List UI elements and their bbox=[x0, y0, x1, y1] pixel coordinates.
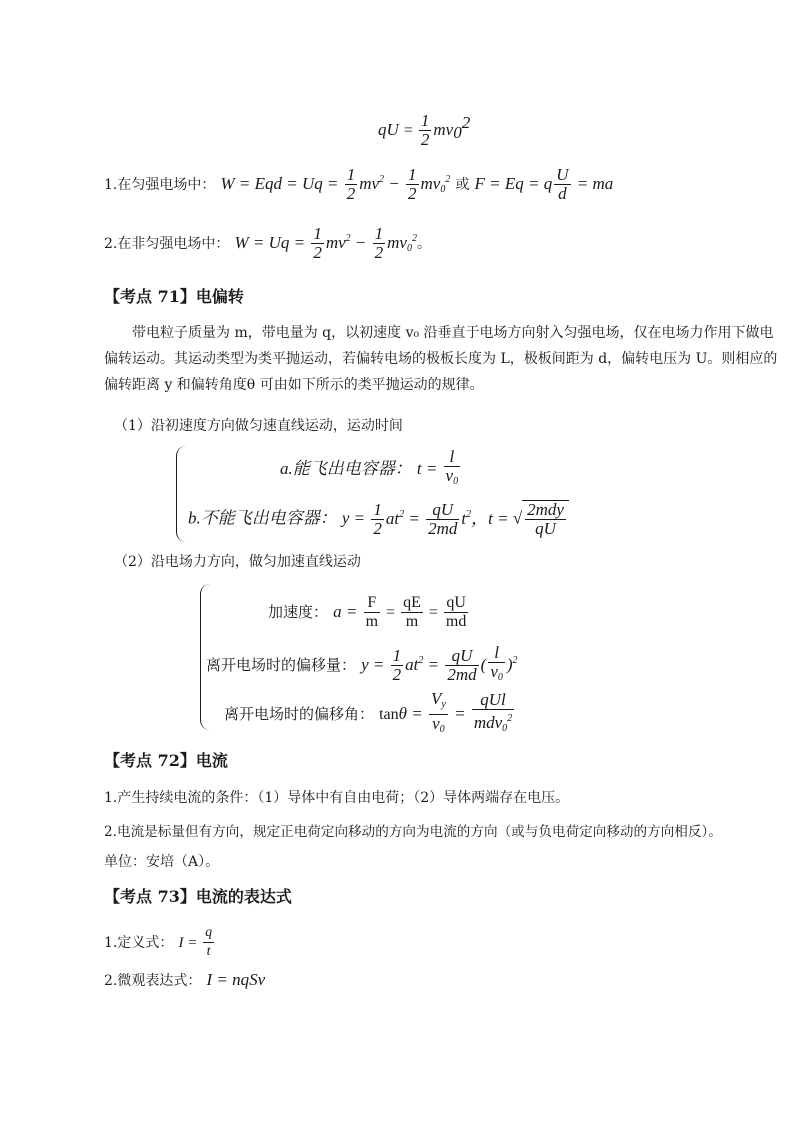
micro-line bbox=[104, 970, 265, 991]
section-73-title: 【考点 73】电流的表达式 bbox=[104, 887, 292, 906]
micro-formula: I = nqSv bbox=[206, 970, 266, 989]
top-formula-lhs: qU bbox=[378, 120, 399, 139]
or-text: 或 bbox=[455, 177, 470, 193]
offset-label: 离开电场时的偏移量： bbox=[206, 656, 357, 674]
section-71-sub1: （1）沿初速度方向做匀速直线运动，运动时间 bbox=[114, 418, 403, 434]
brace-1 bbox=[176, 446, 187, 542]
section-72-unit: 单位：安培（A）。 bbox=[104, 854, 220, 870]
accel-label: 加速度： bbox=[268, 603, 329, 621]
acceleration-line: 加速度： a = $\frac{F}{m}$ = $\frac{qE}{m}$ = $\frac{qU}{md}$ bbox=[268, 594, 467, 630]
offset-line: 离开电场时的偏移量： y = $\frac{1}{2}$ $at^2$ = $\frac{qU}{2md}$ ( $\frac{l}{v_0}$ )$^2$ bbox=[206, 643, 518, 684]
case-b-label: b.不能飞出电容器： bbox=[188, 508, 337, 528]
section-71-paragraph: 带电粒子质量为 m，带电量为 q，以初速度 v₀ 沿垂直于电场方向射入匀强电场，仅在电场力作用下做电偏转运动。其运动类型为类平抛运动，若偏转电场的极板长度为 L，极板间距为 d，偏转电压为 U。则相应的偏转距离 y 和偏转角度θ 可由如下所示的类平抛运动的规律。 bbox=[104, 325, 778, 393]
section-72-title: 【考点 72】电流 bbox=[104, 751, 228, 770]
section-72-item2: 2.电流是标量但有方向，规定正电荷定向移动的方向为电流的方向（或与负电荷定向移动的方向相反）。 bbox=[104, 824, 722, 840]
definition-label: 1.定义式： bbox=[104, 935, 174, 951]
case-a-line: a.能飞出电容器： t = $\frac{l}{v_0}$ bbox=[280, 447, 459, 487]
uniform-field-line: 1.在匀强电场中： W = Eqd = Uq = $\frac{1}{2}$ $mv^2$ − $\frac{1}{2}$ $mv_0^2$ 或 F = Eq = q $\frac{U}{d}$ = ma bbox=[104, 165, 614, 203]
section-71-title: 【考点 71】电偏转 bbox=[104, 287, 244, 306]
nonuniform-field-line: 2.在非匀强电场中： W = Uq = $\frac{1}{2}$ $mv^2$ − $\frac{1}{2}$ $mv_0^2$。 bbox=[104, 224, 431, 262]
section-72-item1: 1.产生持续电流的条件：（1）导体中有自由电荷；（2）导体两端存在电压。 bbox=[104, 790, 570, 806]
angle-line: 离开电场时的偏移角： tanθ = $\frac{V_y}{v_0}$ = $\frac{\text{qUl}}{mdv_0^2}$ bbox=[224, 689, 513, 735]
top-formula: qU = $\frac{1}{2}$ $mv_0^2$ bbox=[378, 111, 471, 149]
nonuniform-field-label: 2.在非匀强电场中： bbox=[104, 236, 230, 252]
definition-line: 1.定义式： I = $\frac{q}{t}$ bbox=[104, 925, 213, 959]
case-b-line: b.不能飞出电容器： y = $\frac{1}{2}$ $at^2$ = $\frac{qU}{2md}$ $t^2$，t = √ $\frac{\text{2mdy}}{qU}$ bbox=[188, 500, 569, 538]
angle-label: 离开电场时的偏移角： bbox=[224, 705, 375, 723]
section-71-sub2: （2）沿电场力方向，做匀加速直线运动 bbox=[114, 554, 361, 570]
uniform-field-label: 1.在匀强电场中： bbox=[104, 177, 216, 193]
top-formula-fraction: $\frac{1}{2}$ bbox=[420, 111, 430, 149]
case-a-label: a.能飞出电容器： bbox=[280, 459, 412, 478]
micro-label: 2.微观表达式： bbox=[104, 973, 202, 989]
